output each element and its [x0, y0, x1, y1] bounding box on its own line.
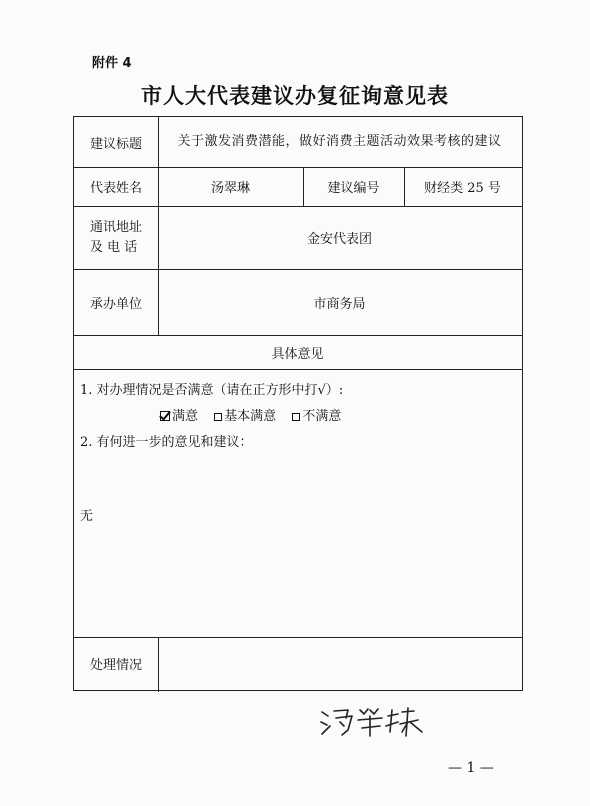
processing-value [158, 637, 521, 690]
handling-unit-label: 承办单位 [89, 296, 142, 312]
address-label-line2: 及 电 话 [89, 239, 138, 255]
checked-checkbox-icon[interactable] [160, 411, 170, 421]
question-1: 1. 对办理情况是否满意（请在正方形中打√）: [80, 383, 344, 398]
option-satisfied[interactable] [160, 405, 198, 424]
address-value: 金安代表团 [306, 232, 372, 247]
feedback-form-table [73, 116, 523, 691]
row-divider [74, 369, 522, 370]
suggestion-title-value: 关于激发消费潜能，做好消费主题活动效果考核的建议 [177, 134, 502, 149]
option-label: 不满意 [302, 409, 342, 424]
handling-unit-value: 市商务局 [313, 296, 366, 312]
suggestion-number-value: 财经类 25 号 [424, 181, 501, 196]
rep-name-value: 汤翠琳 [210, 181, 250, 196]
rep-name-label: 代表姓名 [89, 181, 142, 196]
address-label-line1: 通讯地址 [89, 219, 142, 235]
suggestion-title-label: 建议标题 [89, 136, 142, 152]
checkbox-icon[interactable] [214, 413, 222, 421]
page-number: — 1 — [448, 760, 494, 776]
opinions-header: 具体意见 [271, 346, 324, 362]
handwritten-signature [318, 702, 428, 742]
option-unsatisfied[interactable] [292, 405, 341, 424]
address-label [74, 206, 158, 269]
attachment-label: 附件 4 [92, 56, 132, 71]
question-2-answer: 无 [80, 509, 94, 524]
satisfaction-options [160, 405, 353, 424]
processing-label: 处理情况 [89, 658, 142, 673]
question-2: 2. 有何进一步的意见和建议： [80, 435, 253, 450]
option-label: 满意 [172, 409, 199, 424]
suggestion-number-label: 建议编号 [327, 181, 380, 196]
checkbox-icon[interactable] [292, 413, 300, 421]
page-title: 市人大代表建议办复征询意见表 [141, 84, 449, 108]
option-basically-satisfied[interactable] [214, 405, 276, 424]
option-label: 基本满意 [224, 409, 277, 424]
